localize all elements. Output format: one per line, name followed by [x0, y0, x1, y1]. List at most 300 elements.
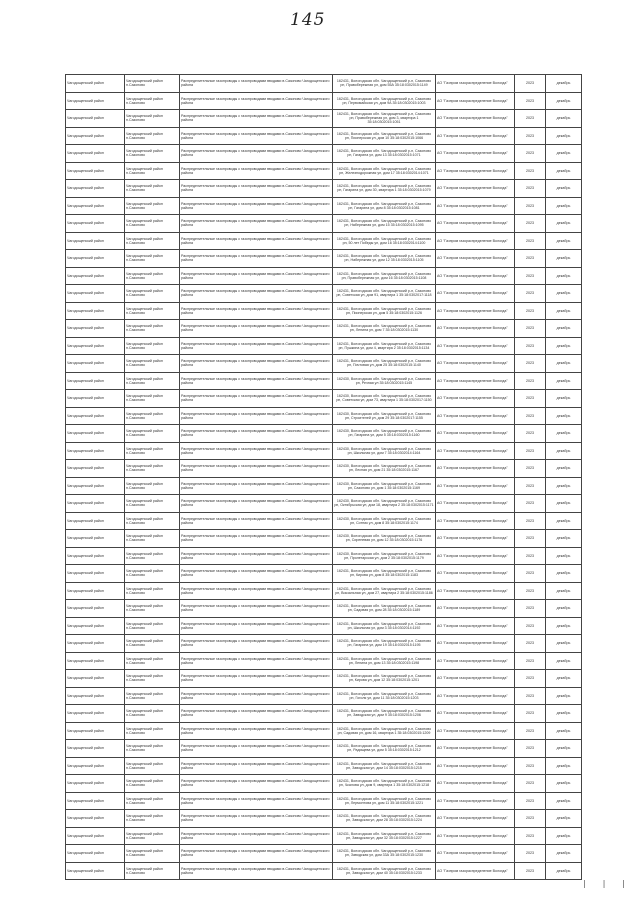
- table-row: [66, 110, 582, 128]
- district-cell: Чагодощенский район: [66, 617, 125, 635]
- month-cell: декабрь: [546, 162, 582, 180]
- table-body: [66, 75, 582, 880]
- object-cell: Распределительные газопроводы с газопроводами вводами в.Сазоново Чагодощенского района: [180, 477, 333, 495]
- district-cell: Чагодощенский район: [66, 775, 125, 793]
- object-cell: Распределительные газопроводы с газопроводами вводами в.Сазоново Чагодощенского района: [180, 617, 333, 635]
- year-cell: 2023: [515, 477, 546, 495]
- district-cell: Чагодощенский район: [66, 477, 125, 495]
- district-cell: Чагодощенский район: [66, 75, 125, 93]
- month-cell: декабрь: [546, 705, 582, 723]
- organization-cell: АО "Газпром газораспределение Вологда": [436, 600, 515, 618]
- table-row: [66, 425, 582, 443]
- month-cell: декабрь: [546, 547, 582, 565]
- district-cell: Чагодощенский район: [66, 705, 125, 723]
- year-cell: 2023: [515, 92, 546, 110]
- object-cell: Распределительные газопроводы с газопроводами вводами в.Сазоново Чагодощенского района: [180, 512, 333, 530]
- address-cell: 162431, Вологодская обл. Чагодощенский р-н, Сазоново рп, Садовая ул, дом 28 35:18:0302015:1189: [333, 600, 436, 618]
- table-row: [66, 512, 582, 530]
- address-cell: 162431, Вологодская обл. Чагодощенский р-н, Сазоново рп, Заводская ул, дом 28 35:18:0302015:1224: [333, 810, 436, 828]
- table-row: [66, 250, 582, 268]
- month-cell: декабрь: [546, 215, 582, 233]
- month-cell: декабрь: [546, 740, 582, 758]
- district-cell: Чагодощенский район: [66, 495, 125, 513]
- object-cell: Распределительные газопроводы с газопроводами вводами в.Сазоново Чагодощенского района: [180, 565, 333, 583]
- settlement-cell: Чагодощенский район п.Сазоново: [125, 495, 180, 513]
- object-cell: Распределительные газопроводы с газопроводами вводами в.Сазоново Чагодощенского района: [180, 792, 333, 810]
- district-cell: Чагодощенский район: [66, 582, 125, 600]
- month-cell: декабрь: [546, 355, 582, 373]
- settlement-cell: Чагодощенский район п.Сазоново: [125, 705, 180, 723]
- year-cell: 2023: [515, 372, 546, 390]
- organization-cell: АО "Газпром газораспределение Вологда": [436, 267, 515, 285]
- address-cell: 162431, Вологодская обл. Чагодощенский р-н, Сазоново рп, Заводская ул, дом 32 35:18:0302015:1227: [333, 827, 436, 845]
- object-cell: Распределительные газопроводы с газопроводами вводами в.Сазоново Чагодощенского района: [180, 827, 333, 845]
- district-cell: Чагодощенский район: [66, 180, 125, 198]
- month-cell: декабрь: [546, 792, 582, 810]
- year-cell: 2023: [515, 495, 546, 513]
- district-cell: Чагодощенский район: [66, 792, 125, 810]
- month-cell: декабрь: [546, 372, 582, 390]
- address-cell: 162431, Вологодская обл. Чагодощенский р-н, Сазоново рп, Правобережная ул, дом 3, квартира 1 35:18:0302015:1051: [333, 110, 436, 128]
- organization-cell: АО "Газпром газораспределение Вологда": [436, 740, 515, 758]
- table-row: [66, 460, 582, 478]
- district-cell: Чагодощенский район: [66, 250, 125, 268]
- year-cell: 2023: [515, 180, 546, 198]
- year-cell: 2023: [515, 862, 546, 880]
- year-cell: 2023: [515, 407, 546, 425]
- district-cell: Чагодощенский район: [66, 757, 125, 775]
- organization-cell: АО "Газпром газораспределение Вологда": [436, 845, 515, 863]
- settlement-cell: Чагодощенский район п.Сазоново: [125, 372, 180, 390]
- organization-cell: АО "Газпром газораспределение Вологда": [436, 162, 515, 180]
- object-cell: Распределительные газопроводы с газопроводами вводами в.Сазоново Чагодощенского района: [180, 75, 333, 93]
- settlement-cell: Чагодощенский район п.Сазоново: [125, 757, 180, 775]
- address-cell: 162430, Вологодская обл. Чагодощенский р-н, Сазоново рп, Лесная ул, дом 21 35:18:0302015:1167: [333, 460, 436, 478]
- year-cell: 2023: [515, 302, 546, 320]
- settlement-cell: Чагодощенский район п.Сазоново: [125, 232, 180, 250]
- table-row: [66, 495, 582, 513]
- district-cell: Чагодощенский район: [66, 215, 125, 233]
- address-cell: 162431, Вологодская обл. Чагодощенский р-н, Сазоново рп, Правобережная ул, дом 55А 35:18:0302015:1149: [333, 75, 436, 93]
- table-row: [66, 722, 582, 740]
- settlement-cell: Чагодощенский район п.Сазоново: [125, 460, 180, 478]
- month-cell: декабрь: [546, 477, 582, 495]
- page-number: 145: [290, 10, 326, 30]
- address-cell: 162431, Вологодская обл. Чагодощенский р-н, Сазоново рп, Школьная ул, дом 3 35:18:0302014:1192: [333, 617, 436, 635]
- settlement-cell: Чагодощенский район п.Сазоново: [125, 355, 180, 373]
- table-row: [66, 215, 582, 233]
- organization-cell: АО "Газпром газораспределение Вологда": [436, 775, 515, 793]
- district-cell: Чагодощенский район: [66, 600, 125, 618]
- table-row: [66, 757, 582, 775]
- organization-cell: АО "Газпром газораспределение Вологда": [436, 810, 515, 828]
- organization-cell: АО "Газпром газораспределение Вологда": [436, 687, 515, 705]
- year-cell: 2023: [515, 582, 546, 600]
- organization-cell: АО "Газпром газораспределение Вологда": [436, 460, 515, 478]
- address-cell: 162431, Вологодская обл. Чагодощенский р-н, Сазоново рп, Гагарина ул, дом 30, квартира 1 35:18:0302015:1079: [333, 180, 436, 198]
- district-cell: Чагодощенский район: [66, 740, 125, 758]
- month-cell: декабрь: [546, 75, 582, 93]
- district-cell: Чагодощенский район: [66, 372, 125, 390]
- object-cell: Распределительные газопроводы с газопроводами вводами в.Сазоново Чагодощенского района: [180, 92, 333, 110]
- address-cell: 162431, Вологодская обл. Чагодощенский р-н, Сазоново рп, Первомайская ул, дом 9А 35:18:0302015:1003: [333, 92, 436, 110]
- object-cell: Распределительные газопроводы с газопроводами вводами в.Сазоново Чагодощенского района: [180, 600, 333, 618]
- month-cell: декабрь: [546, 845, 582, 863]
- district-cell: Чагодощенский район: [66, 722, 125, 740]
- settlement-cell: Чагодощенский район п.Сазоново: [125, 600, 180, 618]
- year-cell: 2023: [515, 442, 546, 460]
- district-cell: Чагодощенский район: [66, 197, 125, 215]
- address-cell: 162431, Вологодская обл. Чагодощенский р-н, Сазоново рп, Гоголя ул, дом 11 35:18:0302015:1203: [333, 687, 436, 705]
- address-cell: 162431, Вологодская обл. Чагодощенский р-н, Сазоново рп, Пушкина ул, дом 4, квартира 2 35:18:0302015:1134: [333, 337, 436, 355]
- organization-cell: АО "Газпром газораспределение Вологда": [436, 127, 515, 145]
- object-cell: Распределительные газопроводы с газопроводами вводами в.Сазоново Чагодощенского района: [180, 162, 333, 180]
- settlement-cell: Чагодощенский район п.Сазоново: [125, 425, 180, 443]
- object-cell: Распределительные газопроводы с газопроводами вводами в.Сазоново Чагодощенского района: [180, 180, 333, 198]
- year-cell: 2023: [515, 320, 546, 338]
- district-cell: Чагодощенский район: [66, 92, 125, 110]
- table-row: [66, 845, 582, 863]
- district-cell: Чагодощенский район: [66, 670, 125, 688]
- district-cell: Чагодощенский район: [66, 862, 125, 880]
- year-cell: 2023: [515, 425, 546, 443]
- table-row: [66, 407, 582, 425]
- month-cell: декабрь: [546, 320, 582, 338]
- month-cell: декабрь: [546, 600, 582, 618]
- object-cell: Распределительные газопроводы с газопроводами вводами в.Сазоново Чагодощенского района: [180, 460, 333, 478]
- object-cell: Распределительные газопроводы с газопроводами вводами в.Сазоново Чагодощенского района: [180, 110, 333, 128]
- settlement-cell: Чагодощенский район п.Сазоново: [125, 530, 180, 548]
- address-cell: 162431, Вологодская обл. Чагодощенский р-н, Сазоново рп, Железнодорожная ул, дом 17 35:18:0302014:1071: [333, 162, 436, 180]
- organization-cell: АО "Газпром газораспределение Вологда": [436, 180, 515, 198]
- address-cell: 162431, Вологодская обл. Чагодощенский р-н, Сазоново рп, Заводская ул, дом 33А 35:18:0302015:1230: [333, 845, 436, 863]
- settlement-cell: Чагодощенский район п.Сазоново: [125, 145, 180, 163]
- month-cell: декабрь: [546, 197, 582, 215]
- address-cell: 162431, Вологодская обл. Чагодощенский р-н, Сазоново рп, Набережная ул, дом 12 35:18:0302015:1105: [333, 250, 436, 268]
- organization-cell: АО "Газпром газораспределение Вологда": [436, 215, 515, 233]
- month-cell: декабрь: [546, 302, 582, 320]
- table-row: [66, 582, 582, 600]
- month-cell: декабрь: [546, 617, 582, 635]
- address-cell: 162431, Вологодская обл. Чагодощенский р-н, Сазоново рп, Заводская ул, дом 14 35:18:0302015:1215: [333, 757, 436, 775]
- settlement-cell: Чагодощенский район п.Сазоново: [125, 162, 180, 180]
- table-row: [66, 442, 582, 460]
- settlement-cell: Чагодощенский район п.Сазоново: [125, 512, 180, 530]
- settlement-cell: Чагодощенский район п.Сазоново: [125, 442, 180, 460]
- address-cell: 162431, Вологодская обл. Чагодощенский р-н, Сазоново рп, Заводская ул, дом 9 35:18:0302015:1206: [333, 705, 436, 723]
- year-cell: 2023: [515, 162, 546, 180]
- object-cell: Распределительные газопроводы с газопроводами вводами в.Сазоново Чагодощенского района: [180, 285, 333, 303]
- organization-cell: АО "Газпром газораспределение Вологда": [436, 390, 515, 408]
- table-row: [66, 635, 582, 653]
- table-row: [66, 687, 582, 705]
- address-cell: 162430, Вологодская обл. Чагодощенский р-н, Сазоново рп, Сазоново ул, дом 1 35:18:0302015:1169: [333, 477, 436, 495]
- object-cell: Распределительные газопроводы с газопроводами вводами в.Сазоново Чагодощенского района: [180, 215, 333, 233]
- organization-cell: АО "Газпром газораспределение Вологда": [436, 565, 515, 583]
- month-cell: декабрь: [546, 862, 582, 880]
- address-cell: 162430, Вологодская обл. Чагодощенский р-н, Сазоново рп, Октябрьская ул, дом 18, квартира 2 35:18:0302015:1171: [333, 495, 436, 513]
- object-cell: Распределительные газопроводы с газопроводами вводами в.Сазоново Чагодощенского района: [180, 127, 333, 145]
- year-cell: 2023: [515, 670, 546, 688]
- district-cell: Чагодощенский район: [66, 460, 125, 478]
- year-cell: 2023: [515, 617, 546, 635]
- year-cell: 2023: [515, 845, 546, 863]
- address-cell: 162430, Вологодская обл. Чагодощенский р-н, Сазоново рп, Пролетарская ул, дом 2 35:18:0302015:1179: [333, 547, 436, 565]
- organization-cell: АО "Газпром газораспределение Вологда": [436, 477, 515, 495]
- page-mark: | | |: [582, 879, 632, 888]
- settlement-cell: Чагодощенский район п.Сазоново: [125, 477, 180, 495]
- address-cell: 162431, Вологодская обл. Чагодощенский р-н, Сазоново рп, 50 лет Победы ул, дом 16 35:18:0302014:1100: [333, 232, 436, 250]
- settlement-cell: Чагодощенский район п.Сазоново: [125, 337, 180, 355]
- organization-cell: АО "Газпром газораспределение Вологда": [436, 512, 515, 530]
- object-cell: Распределительные газопроводы с газопроводами вводами в.Сазоново Чагодощенского района: [180, 145, 333, 163]
- settlement-cell: Чагодощенский район п.Сазоново: [125, 810, 180, 828]
- object-cell: Распределительные газопроводы с газопроводами вводами в.Сазоново Чагодощенского района: [180, 337, 333, 355]
- table-row: [66, 355, 582, 373]
- object-cell: Распределительные газопроводы с газопроводами вводами в.Сазоново Чагодощенского района: [180, 302, 333, 320]
- table-row: [66, 792, 582, 810]
- address-cell: 162431, Вологодская обл. Чагодощенский р-н, Сазоново рп, Вокзальная ул, дом 27, квартира 2 35:18:0302015:1186: [333, 582, 436, 600]
- year-cell: 2023: [515, 792, 546, 810]
- month-cell: декабрь: [546, 775, 582, 793]
- district-cell: Чагодощенский район: [66, 232, 125, 250]
- month-cell: декабрь: [546, 425, 582, 443]
- month-cell: декабрь: [546, 390, 582, 408]
- object-cell: Распределительные газопроводы с газопроводами вводами в.Сазоново Чагодощенского района: [180, 372, 333, 390]
- district-cell: Чагодощенский район: [66, 267, 125, 285]
- organization-cell: АО "Газпром газораспределение Вологда": [436, 425, 515, 443]
- district-cell: Чагодощенский район: [66, 827, 125, 845]
- settlement-cell: Чагодощенский район п.Сазоново: [125, 197, 180, 215]
- organization-cell: АО "Газпром газораспределение Вологда": [436, 197, 515, 215]
- object-cell: Распределительные газопроводы с газопроводами вводами в.Сазоново Чагодощенского района: [180, 845, 333, 863]
- address-cell: 162430, Вологодская обл. Чагодощенский р-н, Сазоново рп, Сиреневая ул, дом 12 35:18:0302015:1176: [333, 530, 436, 548]
- address-cell: 162431, Вологодская обл. Чагодощенский р-н, Сазоново рп, Почтовая ул, дом 25 35:18:0302015:1140: [333, 355, 436, 373]
- year-cell: 2023: [515, 127, 546, 145]
- organization-cell: АО "Газпром газораспределение Вологда": [436, 232, 515, 250]
- table-row: [66, 477, 582, 495]
- table-row: [66, 862, 582, 880]
- table-row: [66, 302, 582, 320]
- address-cell: 162431, Вологодская обл. Чагодощенский р-н, Сазоново рп, Советская ул, дом 91, квартира 1 35:18:0302017:1118: [333, 285, 436, 303]
- year-cell: 2023: [515, 810, 546, 828]
- month-cell: декабрь: [546, 460, 582, 478]
- object-cell: Распределительные газопроводы с газопроводами вводами в.Сазоново Чагодощенского района: [180, 390, 333, 408]
- month-cell: декабрь: [546, 810, 582, 828]
- table-row: [66, 705, 582, 723]
- table-row: [66, 390, 582, 408]
- address-cell: 162430, Вологодская обл. Чагодощенский р-н, Сазоново рп, Сотник ул, дом 8 35:18:0302015:1174: [333, 512, 436, 530]
- object-cell: Распределительные газопроводы с газопроводами вводами в.Сазоново Чагодощенского района: [180, 705, 333, 723]
- month-cell: декабрь: [546, 495, 582, 513]
- month-cell: декабрь: [546, 267, 582, 285]
- object-cell: Распределительные газопроводы с газопроводами вводами в.Сазоново Чагодощенского района: [180, 687, 333, 705]
- table-row: [66, 320, 582, 338]
- district-cell: Чагодощенский район: [66, 302, 125, 320]
- year-cell: 2023: [515, 145, 546, 163]
- district-cell: Чагодощенский район: [66, 845, 125, 863]
- district-cell: Чагодощенский район: [66, 652, 125, 670]
- object-cell: Распределительные газопроводы с газопроводами вводами в.Сазоново Чагодощенского района: [180, 757, 333, 775]
- year-cell: 2023: [515, 565, 546, 583]
- organization-cell: АО "Газпром газораспределение Вологда": [436, 320, 515, 338]
- settlement-cell: Чагодощенский район п.Сазоново: [125, 127, 180, 145]
- month-cell: декабрь: [546, 582, 582, 600]
- organization-cell: АО "Газпром газораспределение Вологда": [436, 827, 515, 845]
- year-cell: 2023: [515, 827, 546, 845]
- month-cell: декабрь: [546, 512, 582, 530]
- settlement-cell: Чагодощенский район п.Сазоново: [125, 215, 180, 233]
- organization-cell: АО "Газпром газораспределение Вологда": [436, 75, 515, 93]
- address-cell: 162431, Вологодская обл. Чагодощенский р-н, Сазоново рп, Правобережная ул, дом 16 35:18:0302015:1108: [333, 267, 436, 285]
- address-cell: 162431, Вологодская обл. Чагодощенский р-н, Сазоново рп, Гагарина ул, дом 13 35:18:0302015:1071: [333, 145, 436, 163]
- settlement-cell: Чагодощенский район п.Сазоново: [125, 267, 180, 285]
- table-row: [66, 740, 582, 758]
- month-cell: декабрь: [546, 127, 582, 145]
- object-cell: Распределительные газопроводы с газопроводами вводами в.Сазоново Чагодощенского района: [180, 425, 333, 443]
- organization-cell: АО "Газпром газораспределение Вологда": [436, 250, 515, 268]
- organization-cell: АО "Газпром газораспределение Вологда": [436, 705, 515, 723]
- address-cell: 162431, Вологодская обл. Чагодощенский р-н, Сазоново рп, Пионерская ул, дом 10 35:18:0302015:1066: [333, 127, 436, 145]
- table-row: [66, 145, 582, 163]
- district-cell: Чагодощенский район: [66, 512, 125, 530]
- district-cell: Чагодощенский район: [66, 547, 125, 565]
- object-cell: Распределительные газопроводы с газопроводами вводами в.Сазоново Чагодощенского района: [180, 670, 333, 688]
- table-row: [66, 530, 582, 548]
- organization-cell: АО "Газпром газораспределение Вологда": [436, 442, 515, 460]
- settlement-cell: Чагодощенский район п.Сазоново: [125, 687, 180, 705]
- district-cell: Чагодощенский район: [66, 110, 125, 128]
- address-cell: 162431, Вологодская обл. Чагодощенский р-н, Сазоново рп, Лермонтова ул, дом 11 35:18:0302015:1221: [333, 792, 436, 810]
- year-cell: 2023: [515, 635, 546, 653]
- address-cell: 162430, Вологодская обл. Чагодощенский р-н, Сазоново рп, Советская ул, дом 73, квартира 1 35:18:0302017:1150: [333, 390, 436, 408]
- month-cell: декабрь: [546, 687, 582, 705]
- month-cell: декабрь: [546, 827, 582, 845]
- address-cell: 162431, Вологодская обл. Чагодощенский р-н, Сазоново рп, Гагарина ул, дом 19 35:18:0302015:1195: [333, 635, 436, 653]
- district-cell: Чагодощенский район: [66, 530, 125, 548]
- year-cell: 2023: [515, 722, 546, 740]
- month-cell: декабрь: [546, 232, 582, 250]
- object-cell: Распределительные газопроводы с газопроводами вводами в.Сазоново Чагодощенского района: [180, 652, 333, 670]
- district-cell: Чагодощенский район: [66, 425, 125, 443]
- organization-cell: АО "Газпром газораспределение Вологда": [436, 530, 515, 548]
- object-cell: Распределительные газопроводы с газопроводами вводами в.Сазоново Чагодощенского района: [180, 355, 333, 373]
- settlement-cell: Чагодощенский район п.Сазоново: [125, 827, 180, 845]
- year-cell: 2023: [515, 530, 546, 548]
- organization-cell: АО "Газпром газораспределение Вологда": [436, 145, 515, 163]
- settlement-cell: Чагодощенский район п.Сазоново: [125, 75, 180, 93]
- settlement-cell: Чагодощенский район п.Сазоново: [125, 617, 180, 635]
- object-cell: Распределительные газопроводы с газопроводами вводами в.Сазоново Чагодощенского района: [180, 547, 333, 565]
- table-row: [66, 372, 582, 390]
- year-cell: 2023: [515, 75, 546, 93]
- table-row: [66, 92, 582, 110]
- month-cell: декабрь: [546, 442, 582, 460]
- settlement-cell: Чагодощенский район п.Сазоново: [125, 775, 180, 793]
- year-cell: 2023: [515, 705, 546, 723]
- district-cell: Чагодощенский район: [66, 127, 125, 145]
- month-cell: декабрь: [546, 110, 582, 128]
- year-cell: 2023: [515, 390, 546, 408]
- table-row: [66, 232, 582, 250]
- organization-cell: АО "Газпром газораспределение Вологда": [436, 285, 515, 303]
- object-cell: Распределительные газопроводы с газопроводами вводами в.Сазоново Чагодощенского района: [180, 320, 333, 338]
- address-cell: 162431, Вологодская обл. Чагодощенский р-н, Сазоново рп, Ленина ул, дом 13 35:18:0302015:1198: [333, 652, 436, 670]
- district-cell: Чагодощенский район: [66, 565, 125, 583]
- organization-cell: АО "Газпром газораспределение Вологда": [436, 495, 515, 513]
- settlement-cell: Чагодощенский район п.Сазоново: [125, 670, 180, 688]
- month-cell: декабрь: [546, 565, 582, 583]
- year-cell: 2023: [515, 197, 546, 215]
- address-cell: 162430, Вологодская обл. Чагодощенский р-н, Сазоново рп, Строителей ул, дом 29 35:18:0302017:1155: [333, 407, 436, 425]
- year-cell: 2023: [515, 250, 546, 268]
- address-cell: 162430, Вологодская обл. Чагодощенский р-н, Сазоново рп, Речная ул 35:18:0302015:1145: [333, 372, 436, 390]
- district-cell: Чагодощенский район: [66, 810, 125, 828]
- year-cell: 2023: [515, 687, 546, 705]
- year-cell: 2023: [515, 460, 546, 478]
- settlement-cell: Чагодощенский район п.Сазоново: [125, 407, 180, 425]
- address-cell: 162431, Вологодская обл. Чагодощенский р-н, Сазоново рп, Чкалова ул, дом 9, квартира 1 35:18:0302015:1218: [333, 775, 436, 793]
- address-cell: 162430, Вологодская обл. Чагодощенский р-н, Сазоново рп, Школьная ул, дом 7 35:18:0302014:1164: [333, 442, 436, 460]
- table-row: [66, 162, 582, 180]
- organization-cell: АО "Газпром газораспределение Вологда": [436, 652, 515, 670]
- address-cell: 162431, Вологодская обл. Чагодощенский р-н, Сазоново рп, Радищева ул, дом 5 35:18:0302015:1212: [333, 740, 436, 758]
- organization-cell: АО "Газпром газораспределение Вологда": [436, 302, 515, 320]
- year-cell: 2023: [515, 547, 546, 565]
- organization-cell: АО "Газпром газораспределение Вологда": [436, 792, 515, 810]
- organization-cell: АО "Газпром газораспределение Вологда": [436, 670, 515, 688]
- district-cell: Чагодощенский район: [66, 145, 125, 163]
- district-cell: Чагодощенский район: [66, 442, 125, 460]
- district-cell: Чагодощенский район: [66, 162, 125, 180]
- month-cell: декабрь: [546, 530, 582, 548]
- settlement-cell: Чагодощенский район п.Сазоново: [125, 547, 180, 565]
- settlement-cell: Чагодощенский район п.Сазоново: [125, 722, 180, 740]
- object-cell: Распределительные газопроводы с газопроводами вводами в.Сазоново Чагодощенского района: [180, 810, 333, 828]
- table-row: [66, 285, 582, 303]
- settlement-cell: Чагодощенский район п.Сазоново: [125, 582, 180, 600]
- table-row: [66, 775, 582, 793]
- district-cell: Чагодощенский район: [66, 687, 125, 705]
- year-cell: 2023: [515, 355, 546, 373]
- object-cell: Распределительные газопроводы с газопроводами вводами в.Сазоново Чагодощенского района: [180, 232, 333, 250]
- organization-cell: АО "Газпром газораспределение Вологда": [436, 722, 515, 740]
- object-cell: Распределительные газопроводы с газопроводами вводами в.Сазоново Чагодощенского района: [180, 197, 333, 215]
- district-cell: Чагодощенский район: [66, 320, 125, 338]
- month-cell: декабрь: [546, 92, 582, 110]
- district-cell: Чагодощенский район: [66, 635, 125, 653]
- organization-cell: АО "Газпром газораспределение Вологда": [436, 372, 515, 390]
- settlement-cell: Чагодощенский район п.Сазоново: [125, 862, 180, 880]
- settlement-cell: Чагодощенский район п.Сазоново: [125, 302, 180, 320]
- month-cell: декабрь: [546, 180, 582, 198]
- table-row: [66, 565, 582, 583]
- object-cell: Распределительные газопроводы с газопроводами вводами в.Сазоново Чагодощенского района: [180, 495, 333, 513]
- year-cell: 2023: [515, 740, 546, 758]
- table-row: [66, 127, 582, 145]
- object-cell: Распределительные газопроводы с газопроводами вводами в.Сазоново Чагодощенского района: [180, 250, 333, 268]
- settlement-cell: Чагодощенский район п.Сазоново: [125, 845, 180, 863]
- object-cell: Распределительные газопроводы с газопроводами вводами в.Сазоново Чагодощенского района: [180, 582, 333, 600]
- address-cell: 162431, Вологодская обл. Чагодощенский р-н, Сазоново рп, Кирова ул, дом 12 35:18:0302015:1201: [333, 670, 436, 688]
- object-cell: Распределительные газопроводы с газопроводами вводами в.Сазоново Чагодощенского района: [180, 722, 333, 740]
- object-cell: Распределительные газопроводы с газопроводами вводами в.Сазоново Чагодощенского района: [180, 442, 333, 460]
- address-cell: 162431, Вологодская обл. Чагодощенский р-н, Сазоново рп, Кирова ул, дом 8 35:18:0302015:1183: [333, 565, 436, 583]
- month-cell: декабрь: [546, 635, 582, 653]
- year-cell: 2023: [515, 267, 546, 285]
- object-cell: Распределительные газопроводы с газопроводами вводами в.Сазоново Чагодощенского района: [180, 740, 333, 758]
- organization-cell: АО "Газпром газораспределение Вологда": [436, 92, 515, 110]
